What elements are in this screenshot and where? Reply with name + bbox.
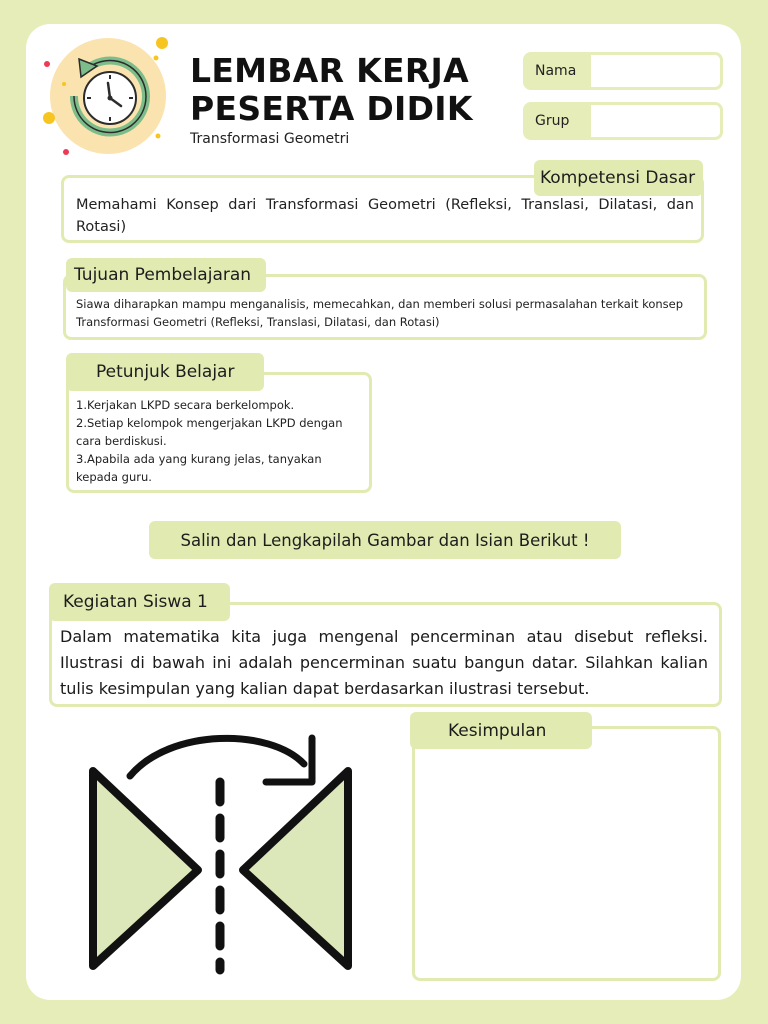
page-title-line1: LEMBAR KERJA	[190, 51, 469, 90]
tujuan-label: Tujuan Pembelajaran	[66, 258, 266, 292]
petunjuk-item: 1.Kerjakan LKPD secara berkelompok.	[76, 398, 295, 412]
page-title-line2: PESERTA DIDIK	[190, 89, 473, 128]
kegiatan-text: Dalam matematika kita juga mengenal pencerminan atau disebut refleksi. Ilustrasi di bawah ini adalah pencerminan suatu bangun datar. Silahkan kalian tulis kesimpulan yang kalian dapat berdasarkan ilustrasi tersebut.	[60, 627, 708, 698]
petunjuk-item: 2.Setiap kelompok mengerjakan LKPD dengan cara berdiskusi.	[76, 416, 343, 448]
reflection-illustration	[80, 730, 370, 980]
tujuan-text: Siawa diharapkan mampu menganalisis, memecahkan, dan memberi solusi permasalahan terkait konsep Transformasi Geometri (Refleksi, Translasi, Dilatasi, dan Rotasi)	[76, 297, 684, 329]
petunjuk-list	[76, 396, 366, 486]
name-field[interactable]	[523, 52, 723, 90]
name-field-label: Nama	[525, 54, 591, 88]
kegiatan-label: Kegiatan Siswa 1	[49, 583, 230, 621]
kesimpulan-label: Kesimpulan	[410, 712, 592, 749]
kompetensi-text: Memahami Konsep dari Transformasi Geometri (Refleksi, Translasi, Dilatasi, dan Rotasi)	[76, 197, 694, 235]
clock-refresh-icon	[38, 36, 172, 160]
petunjuk-label: Petunjuk Belajar	[66, 353, 264, 391]
group-field[interactable]	[523, 102, 723, 140]
instruction-banner: Salin dan Lengkapilah Gambar dan Isian Berikut !	[149, 521, 621, 559]
group-field-label: Grup	[525, 104, 591, 138]
kompetensi-label: Kompetensi Dasar	[534, 160, 703, 196]
page-subtitle: Transformasi Geometri	[190, 131, 350, 147]
kesimpulan-answer-box[interactable]	[412, 726, 721, 981]
petunjuk-item: 3.Apabila ada yang kurang jelas, tanyakan kepada guru.	[76, 452, 322, 484]
